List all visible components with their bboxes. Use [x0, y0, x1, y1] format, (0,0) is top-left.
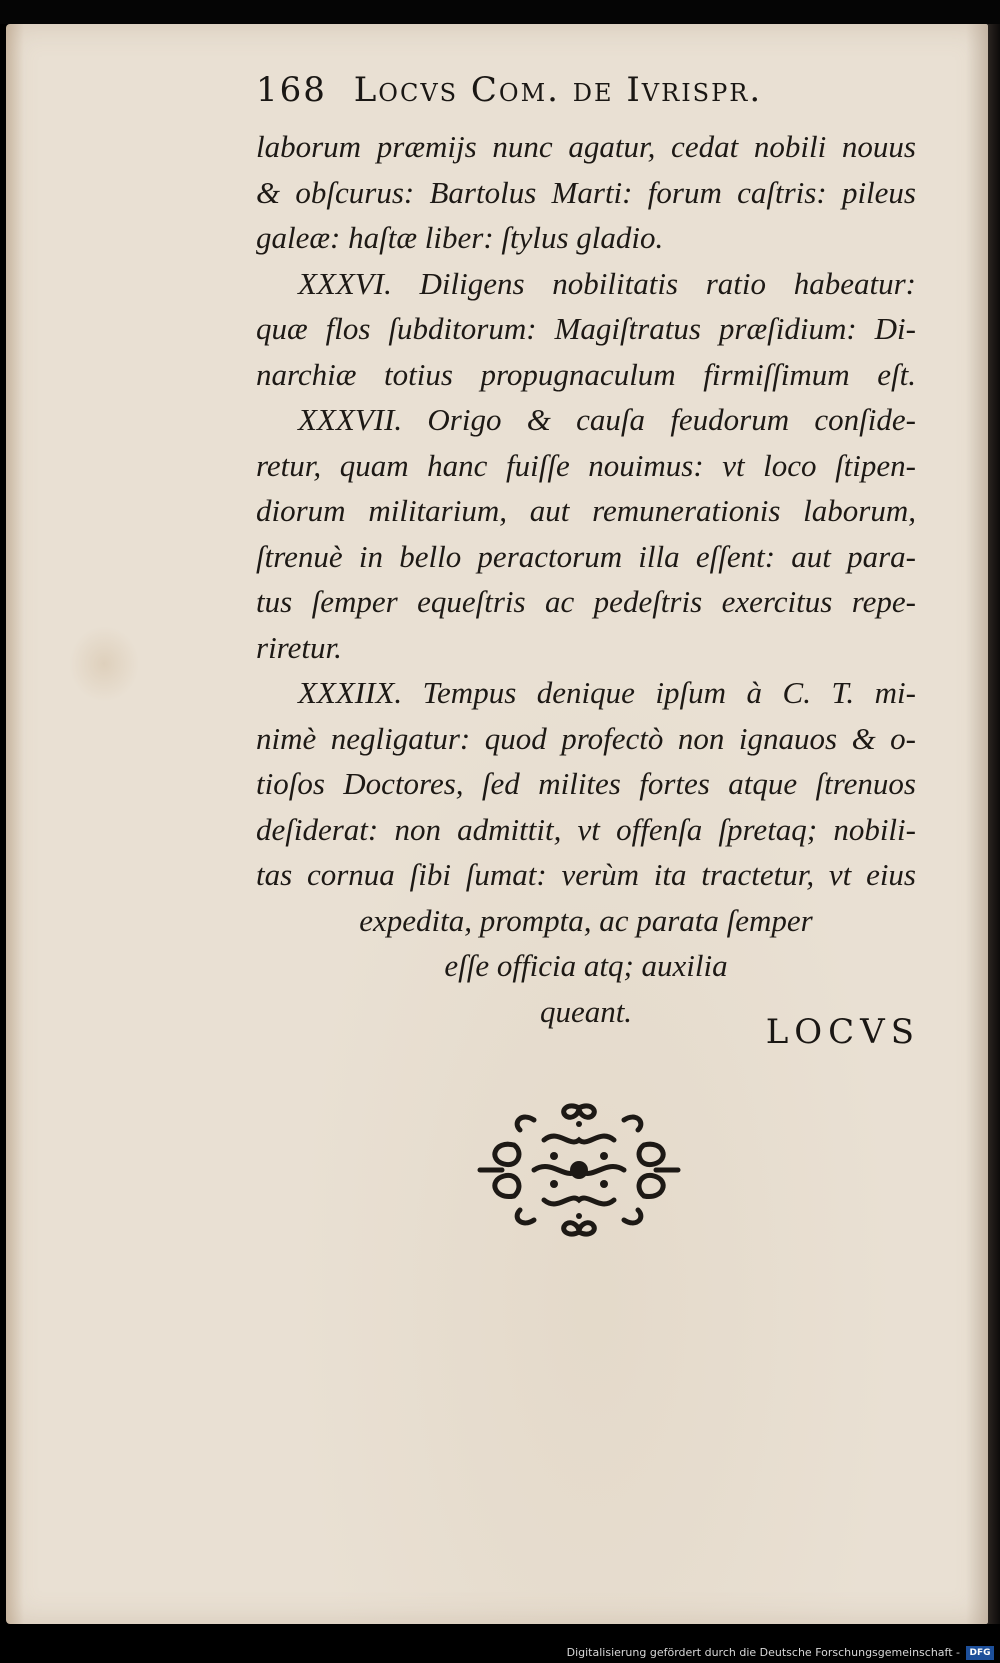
dfg-logo: DFG — [966, 1646, 994, 1660]
text-line: quæ flos ſubditorum: Magiſtratus præſidium: Di- — [256, 311, 916, 346]
page-edge-shadow — [988, 24, 1000, 1634]
digitization-credit: Digitalisierung gefördert durch die Deutsche Forschungsgemeinschaft - — [566, 1646, 960, 1659]
catchword: LOCVS — [765, 1012, 920, 1052]
page-number: 168 — [256, 70, 327, 110]
tailpiece-line: eſſe officia atq; auxilia — [444, 948, 728, 983]
paragraph-start-xxxvi: XXXVI. Diligens nobilitatis ratio habeatur: — [298, 265, 916, 301]
paragraph-start-xxxvii: XXXVII. Origo & cauſa feudorum conſide- — [298, 402, 916, 437]
text-line: narchiæ totius propugnaculum firmiſſimum eſt. — [256, 356, 916, 392]
tailpiece-line: queant. — [539, 993, 633, 1029]
printer-ornament-icon — [474, 1100, 684, 1240]
text-line: galeæ: haſtæ liber: ſtylus gladio. — [256, 220, 664, 255]
scan-top-border — [0, 0, 1000, 24]
text-line: retur, quam hanc fuiſſe nouimus: vt loco ſtipen- — [256, 447, 916, 483]
text-line: deſiderat: non admittit, vt offenſa ſpretaq; nobili- — [256, 811, 916, 847]
running-header — [256, 70, 896, 114]
text-line: laborum præmijs nunc agatur, cedat nobili nouus — [256, 129, 916, 164]
text-line: tas cornua ſibi ſumat: verùm ita tractetur, vt eius — [256, 857, 916, 892]
text-line: ſtrenuè in bello peractorum illa eſſent: aut para- — [256, 538, 916, 574]
text-line: & obſcurus: Bartolus Marti: forum caſtris: pileus — [256, 174, 916, 210]
text-line: diorum militarium, aut remunerationis laborum, — [256, 493, 916, 528]
text-line: riretur. — [256, 629, 342, 665]
text-line: tus ſemper equeſtris ac pedeſtris exercitus repe- — [256, 584, 916, 619]
text-line: nimè negligatur: quod profectò non ignauos & o- — [256, 720, 916, 756]
body-text — [256, 124, 916, 1034]
tailpiece-line: expedita, prompta, ac parata ſemper — [359, 902, 813, 938]
text-line: tioſos Doctores, ſed milites fortes atque ſtrenuos — [256, 766, 916, 801]
paragraph-start-xxxiix: XXXIIX. Tempus denique ipſum à C. T. mi- — [298, 675, 916, 710]
running-title: Locvs Com. de Ivrispr. — [353, 70, 763, 110]
